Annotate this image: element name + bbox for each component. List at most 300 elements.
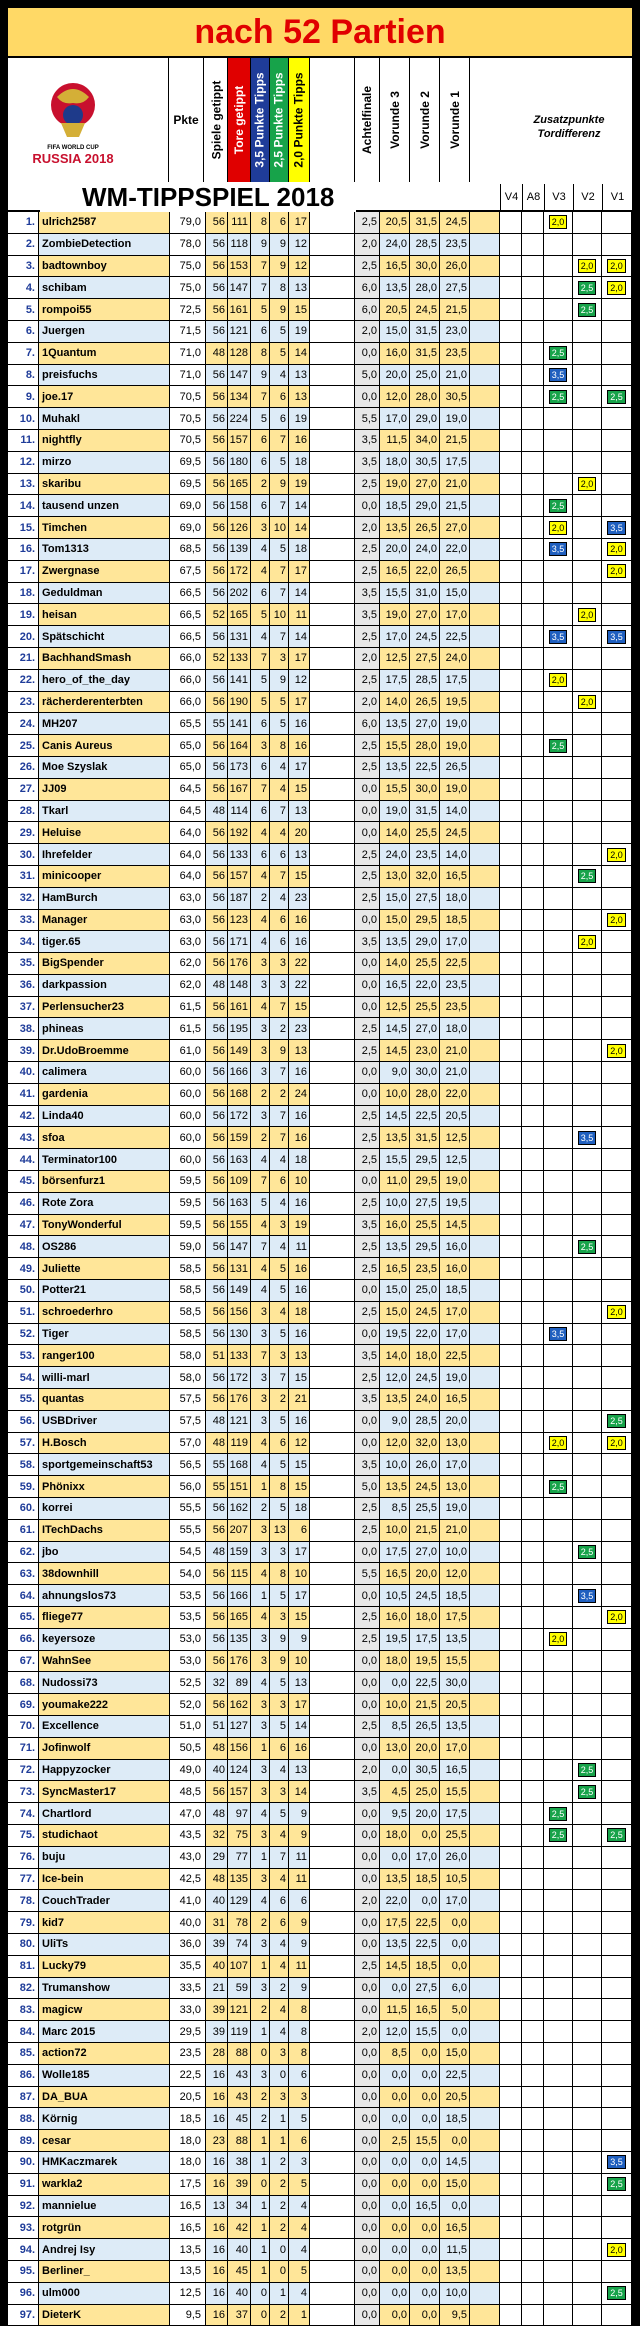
table-row <box>8 343 632 365</box>
header-v3: Vorunde 3 <box>380 58 410 182</box>
goals-tipped: 195 <box>228 1018 251 1039</box>
round-v1: 17,5 <box>440 670 470 691</box>
tips-25: 9 <box>270 1629 289 1650</box>
bonus-badge: 2,0 <box>607 259 626 273</box>
points: 58,0 <box>170 1367 206 1388</box>
games-tipped: 56 <box>206 1062 228 1083</box>
player-name: DA_BUA <box>39 2087 170 2108</box>
tips-20: 15 <box>289 1607 310 1628</box>
table-row <box>8 2239 632 2261</box>
tips-25: 5 <box>270 1454 289 1475</box>
goals-tipped: 165 <box>228 474 251 495</box>
table-row <box>8 866 632 888</box>
bonus-cell-v2 <box>573 1062 602 1083</box>
table-header <box>8 58 632 212</box>
bonus-cell-a8 <box>522 1193 544 1214</box>
points: 57,5 <box>170 1411 206 1432</box>
bonus-cell-v4 <box>500 2152 522 2173</box>
round-af: 2,5 <box>354 670 380 691</box>
tips-25: 4 <box>270 1236 289 1257</box>
bonus-badge: 2,0 <box>607 1044 626 1058</box>
goals-tipped: 171 <box>228 931 251 952</box>
tips-35: 3 <box>251 1716 270 1737</box>
rank: 95. <box>8 2261 39 2282</box>
round-v2: 27,5 <box>410 648 440 669</box>
bonus-cell-v1 <box>602 1542 632 1563</box>
bonus-cell-v4 <box>500 2130 522 2151</box>
round-af: 2,5 <box>354 1956 380 1977</box>
tips-25: 3 <box>270 1215 289 1236</box>
tips-35: 4 <box>251 626 270 647</box>
round-v2: 0,0 <box>410 2305 440 2326</box>
round-v2: 15,5 <box>410 2021 440 2042</box>
bonus-cell-a8 <box>522 1302 544 1323</box>
round-af: 0,0 <box>354 2130 380 2151</box>
bonus-cell-v1 <box>602 866 632 887</box>
bonus-cell-a8 <box>522 1127 544 1148</box>
round-v1: 18,0 <box>440 888 470 909</box>
tips-35: 3 <box>251 1040 270 1061</box>
bonus-cell-a8 <box>522 1345 544 1366</box>
round-v1: 16,0 <box>440 1236 470 1257</box>
bonus-cell-v2 <box>573 648 602 669</box>
round-v2: 0,0 <box>410 2217 440 2238</box>
table-row <box>8 1215 632 1237</box>
empty-cell <box>470 2217 500 2238</box>
goals-tipped: 97 <box>228 1803 251 1824</box>
tips-25: 4 <box>270 1825 289 1846</box>
round-v3: 15,0 <box>380 910 410 931</box>
bonus-cell-v4 <box>500 2261 522 2282</box>
empty-cell <box>470 1433 500 1454</box>
bonus-cell-a8 <box>522 1825 544 1846</box>
round-v1: 15,0 <box>440 2174 470 2195</box>
round-af: 3,5 <box>354 604 380 625</box>
bonus-cell-v1 <box>602 1433 632 1454</box>
table-row <box>8 1912 632 1934</box>
spacer <box>310 801 354 822</box>
bonus-cell-v4 <box>500 1106 522 1127</box>
tips-25: 2 <box>270 2152 289 2173</box>
bonus-cell-v3 <box>544 2130 573 2151</box>
table-row <box>8 779 632 801</box>
empty-cell <box>470 2021 500 2042</box>
tips-35: 6 <box>251 757 270 778</box>
points: 64,0 <box>170 822 206 843</box>
round-v2: 25,0 <box>410 365 440 386</box>
bonus-cell-v1 <box>602 1760 632 1781</box>
bonus-cell-a8 <box>522 1520 544 1541</box>
bonus-cell-a8 <box>522 1367 544 1388</box>
tips-25: 5 <box>270 1280 289 1301</box>
tips-35: 7 <box>251 1171 270 1192</box>
tips-35: 0 <box>251 2174 270 2195</box>
spacer <box>310 1367 354 1388</box>
round-v3: 13,5 <box>380 1127 410 1148</box>
round-af: 2,0 <box>354 648 380 669</box>
player-name: cesar <box>39 2130 170 2151</box>
games-tipped: 56 <box>206 517 228 538</box>
round-v2: 31,5 <box>410 1127 440 1148</box>
spacer <box>310 1520 354 1541</box>
header-zusatz: Zusatzpunkte Tordifferenz <box>506 58 632 182</box>
tips-25: 4 <box>270 365 289 386</box>
bonus-cell-v3 <box>544 495 573 516</box>
bonus-badge: 2,5 <box>549 1828 568 1842</box>
bonus-cell-v4 <box>500 713 522 734</box>
goals-tipped: 126 <box>228 517 251 538</box>
bonus-badge: 2,0 <box>607 848 626 862</box>
round-af: 3,5 <box>354 1215 380 1236</box>
tips-20: 21 <box>289 1389 310 1410</box>
bonus-cell-v2 <box>573 931 602 952</box>
bonus-cell-v4 <box>500 975 522 996</box>
goals-tipped: 131 <box>228 626 251 647</box>
round-af: 0,0 <box>354 1542 380 1563</box>
tips-35: 1 <box>251 1738 270 1759</box>
player-name: OS286 <box>39 1236 170 1257</box>
player-name: buju <box>39 1847 170 1868</box>
bonus-cell-a8 <box>522 408 544 429</box>
bonus-cell-v4 <box>500 2087 522 2108</box>
round-v2: 0,0 <box>410 2283 440 2304</box>
empty-cell <box>470 1280 500 1301</box>
round-af: 0,0 <box>354 1999 380 2020</box>
bonus-cell-v2 <box>573 1956 602 1977</box>
bonus-cell-v4 <box>500 452 522 473</box>
goals-tipped: 166 <box>228 1585 251 1606</box>
player-name: TonyWonderful <box>39 1215 170 1236</box>
bonus-cell-v3 <box>544 234 573 255</box>
bonus-cell-v3 <box>544 735 573 756</box>
games-tipped: 56 <box>206 1585 228 1606</box>
bonus-cell-v1 <box>602 779 632 800</box>
bonus-cell-v3 <box>544 2021 573 2042</box>
round-v1: 21,0 <box>440 365 470 386</box>
round-af: 0,0 <box>354 1171 380 1192</box>
round-v2: 31,5 <box>410 212 440 233</box>
rank: 60. <box>8 1498 39 1519</box>
rank: 54. <box>8 1367 39 1388</box>
tips-35: 9 <box>251 234 270 255</box>
goals-tipped: 157 <box>228 866 251 887</box>
empty-cell <box>470 735 500 756</box>
tips-35: 1 <box>251 2130 270 2151</box>
tips-25: 6 <box>270 1433 289 1454</box>
bonus-cell-v4 <box>500 692 522 713</box>
tips-25: 4 <box>270 1193 289 1214</box>
goals-tipped: 40 <box>228 2239 251 2260</box>
tips-20: 17 <box>289 1694 310 1715</box>
tips-20: 17 <box>289 648 310 669</box>
tips-35: 3 <box>251 1542 270 1563</box>
round-v2: 25,5 <box>410 1215 440 1236</box>
round-v1: 19,0 <box>440 735 470 756</box>
goals-tipped: 162 <box>228 1694 251 1715</box>
player-name: mirzo <box>39 452 170 473</box>
bonus-cell-v4 <box>500 1062 522 1083</box>
round-v2: 17,0 <box>410 1847 440 1868</box>
player-name: preisfuchs <box>39 365 170 386</box>
round-v3: 8,5 <box>380 1716 410 1737</box>
player-name: Ice-bein <box>39 1869 170 1890</box>
rank: 69. <box>8 1694 39 1715</box>
bonus-cell-v4 <box>500 1716 522 1737</box>
round-v3: 13,5 <box>380 1869 410 1890</box>
points: 60,0 <box>170 1149 206 1170</box>
round-v1: 12,5 <box>440 1127 470 1148</box>
round-v3: 0,0 <box>380 2196 410 2217</box>
spacer <box>310 1672 354 1693</box>
tips-20: 10 <box>289 1651 310 1672</box>
player-name: SyncMaster17 <box>39 1781 170 1802</box>
rank: 68. <box>8 1672 39 1693</box>
bonus-cell-v3 <box>544 321 573 342</box>
bonus-cell-v1 <box>602 1847 632 1868</box>
bonus-cell-v3 <box>544 561 573 582</box>
spacer <box>310 2087 354 2108</box>
empty-cell <box>470 1563 500 1584</box>
bonus-cell-v3 <box>544 1127 573 1148</box>
tips-25: 3 <box>270 953 289 974</box>
tips-35: 4 <box>251 866 270 887</box>
spacer <box>310 1302 354 1323</box>
bonus-cell-v4 <box>500 1476 522 1497</box>
round-v2: 31,5 <box>410 801 440 822</box>
round-v2: 0,0 <box>410 1890 440 1911</box>
bonus-badge: 2,0 <box>549 673 568 687</box>
tips-25: 7 <box>270 1127 289 1148</box>
bonus-cell-v1 <box>602 1585 632 1606</box>
tips-25: 4 <box>270 1302 289 1323</box>
player-name: Manager <box>39 910 170 931</box>
empty-cell <box>470 1367 500 1388</box>
round-v3: 8,5 <box>380 1498 410 1519</box>
round-v1: 23,5 <box>440 997 470 1018</box>
player-name: Heluise <box>39 822 170 843</box>
round-v1: 19,0 <box>440 1171 470 1192</box>
points: 60,0 <box>170 1127 206 1148</box>
bonus-cell-a8 <box>522 1847 544 1868</box>
goals-tipped: 118 <box>228 234 251 255</box>
bonus-cell-a8 <box>522 2152 544 2173</box>
table-row <box>8 1106 632 1128</box>
rank: 9. <box>8 386 39 407</box>
bonus-cell-v4 <box>500 822 522 843</box>
round-af: 3,5 <box>354 1389 380 1410</box>
tips-35: 3 <box>251 1825 270 1846</box>
points: 61,5 <box>170 997 206 1018</box>
round-af: 2,5 <box>354 561 380 582</box>
empty-cell <box>470 1781 500 1802</box>
tips-20: 9 <box>289 1825 310 1846</box>
points: 23,5 <box>170 2043 206 2064</box>
bonus-cell-v3 <box>544 277 573 298</box>
round-v2: 26,0 <box>410 1454 440 1475</box>
bonus-cell-a8 <box>522 1171 544 1192</box>
games-tipped: 39 <box>206 2021 228 2042</box>
tips-35: 4 <box>251 1258 270 1279</box>
bonus-cell-a8 <box>522 1215 544 1236</box>
bonus-cell-v3 <box>544 626 573 647</box>
rank: 3. <box>8 256 39 277</box>
spacer <box>310 561 354 582</box>
bonus-cell-a8 <box>522 1084 544 1105</box>
bonus-cell-a8 <box>522 997 544 1018</box>
bonus-cell-v3 <box>544 1520 573 1541</box>
player-name: darkpassion <box>39 975 170 996</box>
round-af: 2,5 <box>354 888 380 909</box>
bonus-cell-v3 <box>544 1280 573 1301</box>
round-v1: 24,0 <box>440 648 470 669</box>
bonus-cell-v2 <box>573 430 602 451</box>
points: 62,0 <box>170 953 206 974</box>
header-spiele: Spiele getippt <box>206 58 228 182</box>
spacer <box>310 1542 354 1563</box>
bonus-cell-v4 <box>500 2196 522 2217</box>
bonus-cell-v4 <box>500 1236 522 1257</box>
table-row <box>8 1869 632 1891</box>
empty-cell <box>470 1106 500 1127</box>
tips-20: 15 <box>289 779 310 800</box>
bonus-cell-a8 <box>522 1956 544 1977</box>
round-v3: 14,5 <box>380 1040 410 1061</box>
table-row <box>8 1498 632 1520</box>
rank: 6. <box>8 321 39 342</box>
bonus-cell-v3 <box>544 1498 573 1519</box>
empty-cell <box>470 321 500 342</box>
bonus-cell-v3 <box>544 1367 573 1388</box>
goals-tipped: 176 <box>228 1389 251 1410</box>
bonus-cell-v3 <box>544 1607 573 1628</box>
table-row <box>8 1563 632 1585</box>
tips-20: 6 <box>289 2130 310 2151</box>
player-name: Potter21 <box>39 1280 170 1301</box>
round-v3: 11,5 <box>380 1999 410 2020</box>
rank: 50. <box>8 1280 39 1301</box>
rank: 89. <box>8 2130 39 2151</box>
ranking-table <box>8 212 632 2326</box>
tips-35: 1 <box>251 1585 270 1606</box>
bonus-cell-v3 <box>544 2174 573 2195</box>
tips-35: 0 <box>251 2043 270 2064</box>
wc-logo <box>8 58 138 182</box>
bonus-cell-a8 <box>522 1760 544 1781</box>
tips-25: 2 <box>270 1978 289 1999</box>
round-v3: 0,0 <box>380 2174 410 2195</box>
bonus-badge: 3,5 <box>549 542 568 556</box>
player-name: quantas <box>39 1389 170 1410</box>
points: 43,5 <box>170 1825 206 1846</box>
bonus-cell-v3 <box>544 1062 573 1083</box>
goals-tipped: 149 <box>228 1040 251 1061</box>
round-v2: 27,5 <box>410 888 440 909</box>
round-v3: 16,5 <box>380 975 410 996</box>
round-v3: 22,0 <box>380 1890 410 1911</box>
rank: 58. <box>8 1454 39 1475</box>
bonus-cell-v1 <box>602 256 632 277</box>
tips-25: 5 <box>270 539 289 560</box>
tips-35: 4 <box>251 1563 270 1584</box>
bonus-badge: 2,5 <box>578 869 597 883</box>
games-tipped: 56 <box>206 1607 228 1628</box>
empty-cell <box>470 212 500 233</box>
tips-35: 6 <box>251 583 270 604</box>
bonus-badge: 3,5 <box>578 1589 597 1603</box>
bonus-cell-v3 <box>544 1258 573 1279</box>
table-row <box>8 1716 632 1738</box>
round-v1: 0,0 <box>440 2130 470 2151</box>
tips-35: 6 <box>251 495 270 516</box>
tips-25: 7 <box>270 495 289 516</box>
bonus-cell-v2 <box>573 2021 602 2042</box>
tips-35: 5 <box>251 299 270 320</box>
empty-cell <box>470 953 500 974</box>
points: 61,5 <box>170 1018 206 1039</box>
tips-25: 6 <box>270 408 289 429</box>
bonus-cell-v4 <box>500 1694 522 1715</box>
rank: 2. <box>8 234 39 255</box>
tips-25: 6 <box>270 212 289 233</box>
bonus-cell-v3 <box>544 1563 573 1584</box>
rank: 59. <box>8 1476 39 1497</box>
tips-25: 5 <box>270 692 289 713</box>
bonus-cell-v1 <box>602 517 632 538</box>
round-v3: 15,0 <box>380 1302 410 1323</box>
player-name: korrei <box>39 1498 170 1519</box>
tips-35: 7 <box>251 277 270 298</box>
spacer <box>310 1694 354 1715</box>
bonus-cell-a8 <box>522 1585 544 1606</box>
games-tipped: 56 <box>206 1651 228 1672</box>
bonus-cell-v4 <box>500 2065 522 2086</box>
tips-20: 15 <box>289 997 310 1018</box>
goals-tipped: 159 <box>228 1542 251 1563</box>
bonus-cell-v3 <box>544 1825 573 1846</box>
table-row <box>8 1934 632 1956</box>
tips-25: 6 <box>270 1912 289 1933</box>
round-v2: 22,0 <box>410 975 440 996</box>
empty-cell <box>470 975 500 996</box>
bonus-cell-v2 <box>573 888 602 909</box>
round-v2: 28,0 <box>410 735 440 756</box>
round-v3: 0,0 <box>380 1672 410 1693</box>
round-v3: 13,0 <box>380 1738 410 1759</box>
table-row <box>8 408 632 430</box>
tips-20: 14 <box>289 1716 310 1737</box>
bonus-cell-v1 <box>602 735 632 756</box>
round-v3: 16,0 <box>380 343 410 364</box>
round-v2: 23,5 <box>410 1258 440 1279</box>
player-name: tausend unzen <box>39 495 170 516</box>
games-tipped: 56 <box>206 495 228 516</box>
player-name: Perlensucher23 <box>39 997 170 1018</box>
spacer <box>310 1389 354 1410</box>
bonus-cell-v4 <box>500 1520 522 1541</box>
rank: 75. <box>8 1825 39 1846</box>
tips-25: 9 <box>270 234 289 255</box>
games-tipped: 39 <box>206 1999 228 2020</box>
points: 66,0 <box>170 692 206 713</box>
bonus-cell-v4 <box>500 2217 522 2238</box>
goals-tipped: 156 <box>228 1302 251 1323</box>
tips-25: 6 <box>270 910 289 931</box>
games-tipped: 56 <box>206 1106 228 1127</box>
bonus-cell-v1 <box>602 1607 632 1628</box>
bonus-cell-v2 <box>573 561 602 582</box>
bonus-cell-a8 <box>522 975 544 996</box>
bonus-cell-v2 <box>573 1585 602 1606</box>
